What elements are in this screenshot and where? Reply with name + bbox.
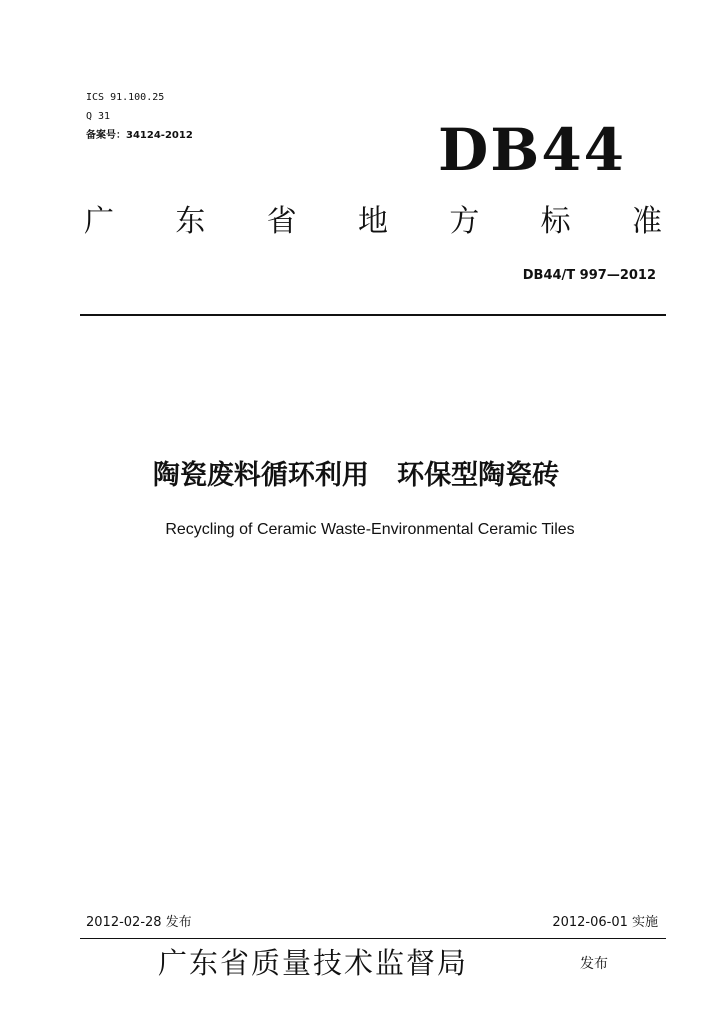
document-title-chinese: 陶瓷废料循环利用 环保型陶瓷砖: [152, 460, 560, 491]
record-number: 备案号：34124-2012: [86, 130, 193, 141]
issue-date: 2012-02-28 发布: [86, 915, 192, 930]
standard-type-heading: [82, 200, 664, 244]
standard-type-char: 地: [357, 204, 388, 239]
document-title-english: Recycling of Ceramic Waste-Environmental Ceramic Tiles: [165, 521, 575, 538]
publisher-name: 广东省质量技术监督局: [158, 946, 469, 980]
implementation-date: 2012-06-01 实施: [552, 915, 658, 930]
publish-label: 发布: [580, 956, 608, 972]
bottom-divider: [80, 938, 666, 939]
classification-code: Q 31: [86, 111, 111, 122]
standard-type-char: 广: [84, 204, 114, 239]
ics-code: ICS 91.100.25: [86, 92, 165, 103]
top-divider: [80, 314, 666, 316]
standard-number: DB44/T 997—2012: [522, 268, 656, 283]
standard-type-char: 标: [540, 204, 571, 239]
standard-type-char: 东: [175, 204, 206, 239]
standard-type-char: 方: [449, 204, 480, 239]
db-logo: DB44: [438, 116, 627, 184]
standard-type-char: 准: [631, 204, 662, 239]
standard-type-char: 省: [266, 204, 297, 239]
